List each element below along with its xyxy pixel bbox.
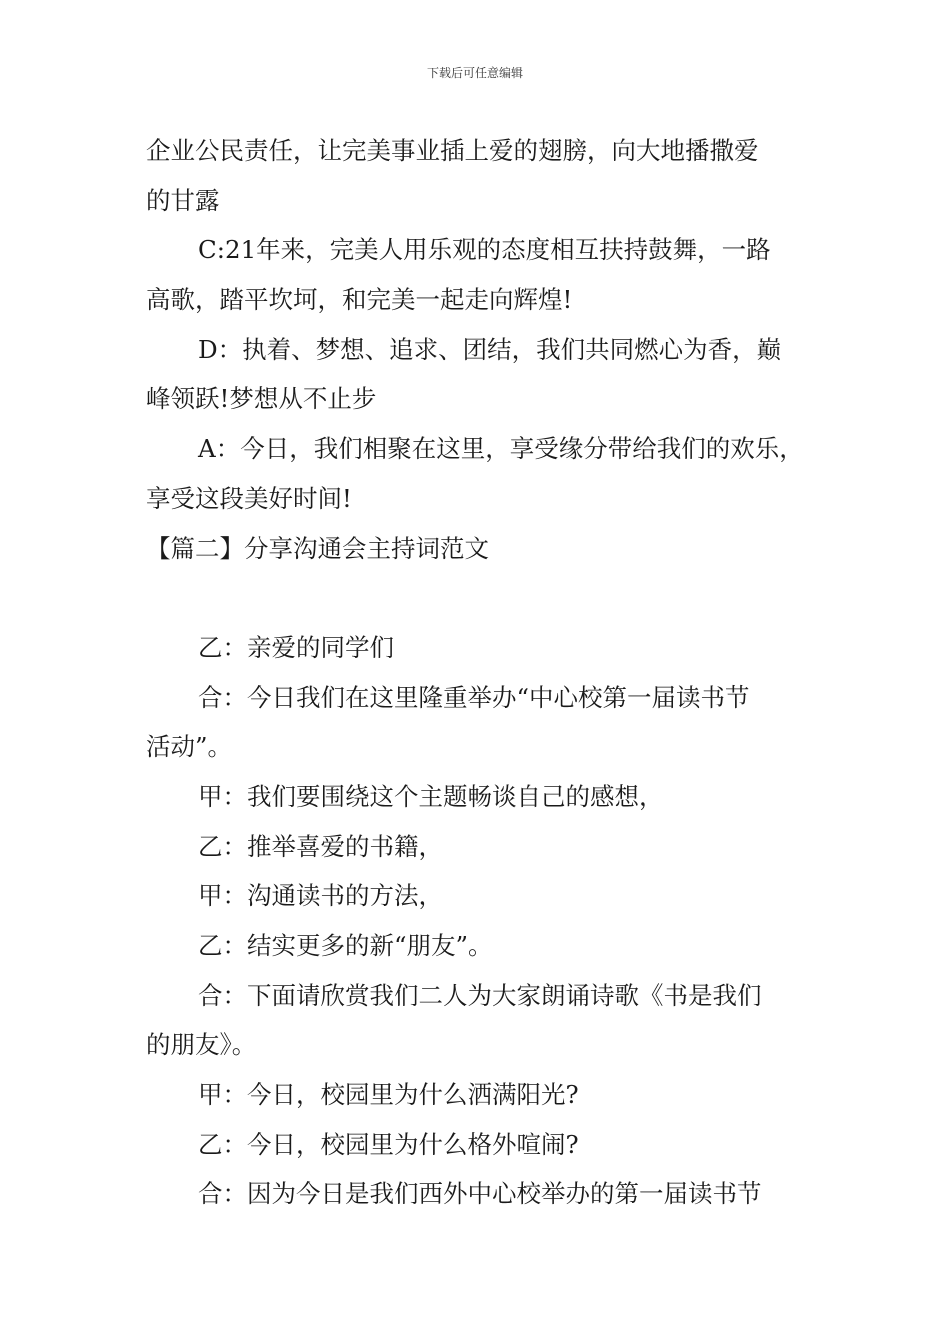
paragraph-line: 甲：我们要围绕这个主题畅谈自己的感想， <box>198 781 664 811</box>
paragraph-line: A：今日，我们相聚在这里，享受缘分带给我们的欢乐， <box>198 434 804 464</box>
paragraph-line: 的甘露 <box>146 185 220 215</box>
paragraph-line: 峰领跃!梦想从不止步 <box>146 384 377 414</box>
page-header: 下载后可任意编辑 <box>426 66 523 80</box>
paragraph-line: 活动”。 <box>146 732 233 762</box>
paragraph-line: 合：下面请欣赏我们二人为大家朗诵诗歌《书是我们 <box>198 980 762 1010</box>
paragraph-line: 甲：今日，校园里为什么洒满阳光? <box>198 1080 579 1110</box>
paragraph-line: C:21年来，完美人用乐观的态度相互扶持鼓舞，一路 <box>198 235 771 265</box>
paragraph-line: 享受这段美好时间! <box>146 483 352 513</box>
paragraph-line: 乙：结实更多的新“朋友”。 <box>198 931 493 960</box>
paragraph-line: 高歌，踏平坎坷，和完美一起走向辉煌! <box>146 285 573 315</box>
paragraph-line: 合：今日我们在这里隆重举办“中心校第一届读书节 <box>198 682 750 712</box>
section-heading: 【篇二】分享沟通会主持词范文 <box>146 533 489 563</box>
paragraph-line: 企业公民责任，让完美事业插上爱的翅膀，向大地播撒爱 <box>146 136 759 165</box>
document-body <box>146 126 822 1219</box>
paragraph-line: 的朋友》。 <box>146 1030 257 1060</box>
paragraph-line: 甲：沟通读书的方法， <box>198 881 443 911</box>
paragraph-line: 乙：今日，校园里为什么格外喧闹? <box>198 1129 579 1159</box>
blank-line <box>146 573 822 623</box>
paragraph-line: 合：因为今日是我们西外中心校举办的第一届读书节 <box>198 1179 762 1209</box>
paragraph-line: D：执着、梦想、追求、团结，我们共同燃心为香，巅 <box>198 334 782 364</box>
paragraph-line: 乙：亲爱的同学们 <box>198 632 394 662</box>
paragraph-line: 乙：推举喜爱的书籍， <box>198 831 443 861</box>
